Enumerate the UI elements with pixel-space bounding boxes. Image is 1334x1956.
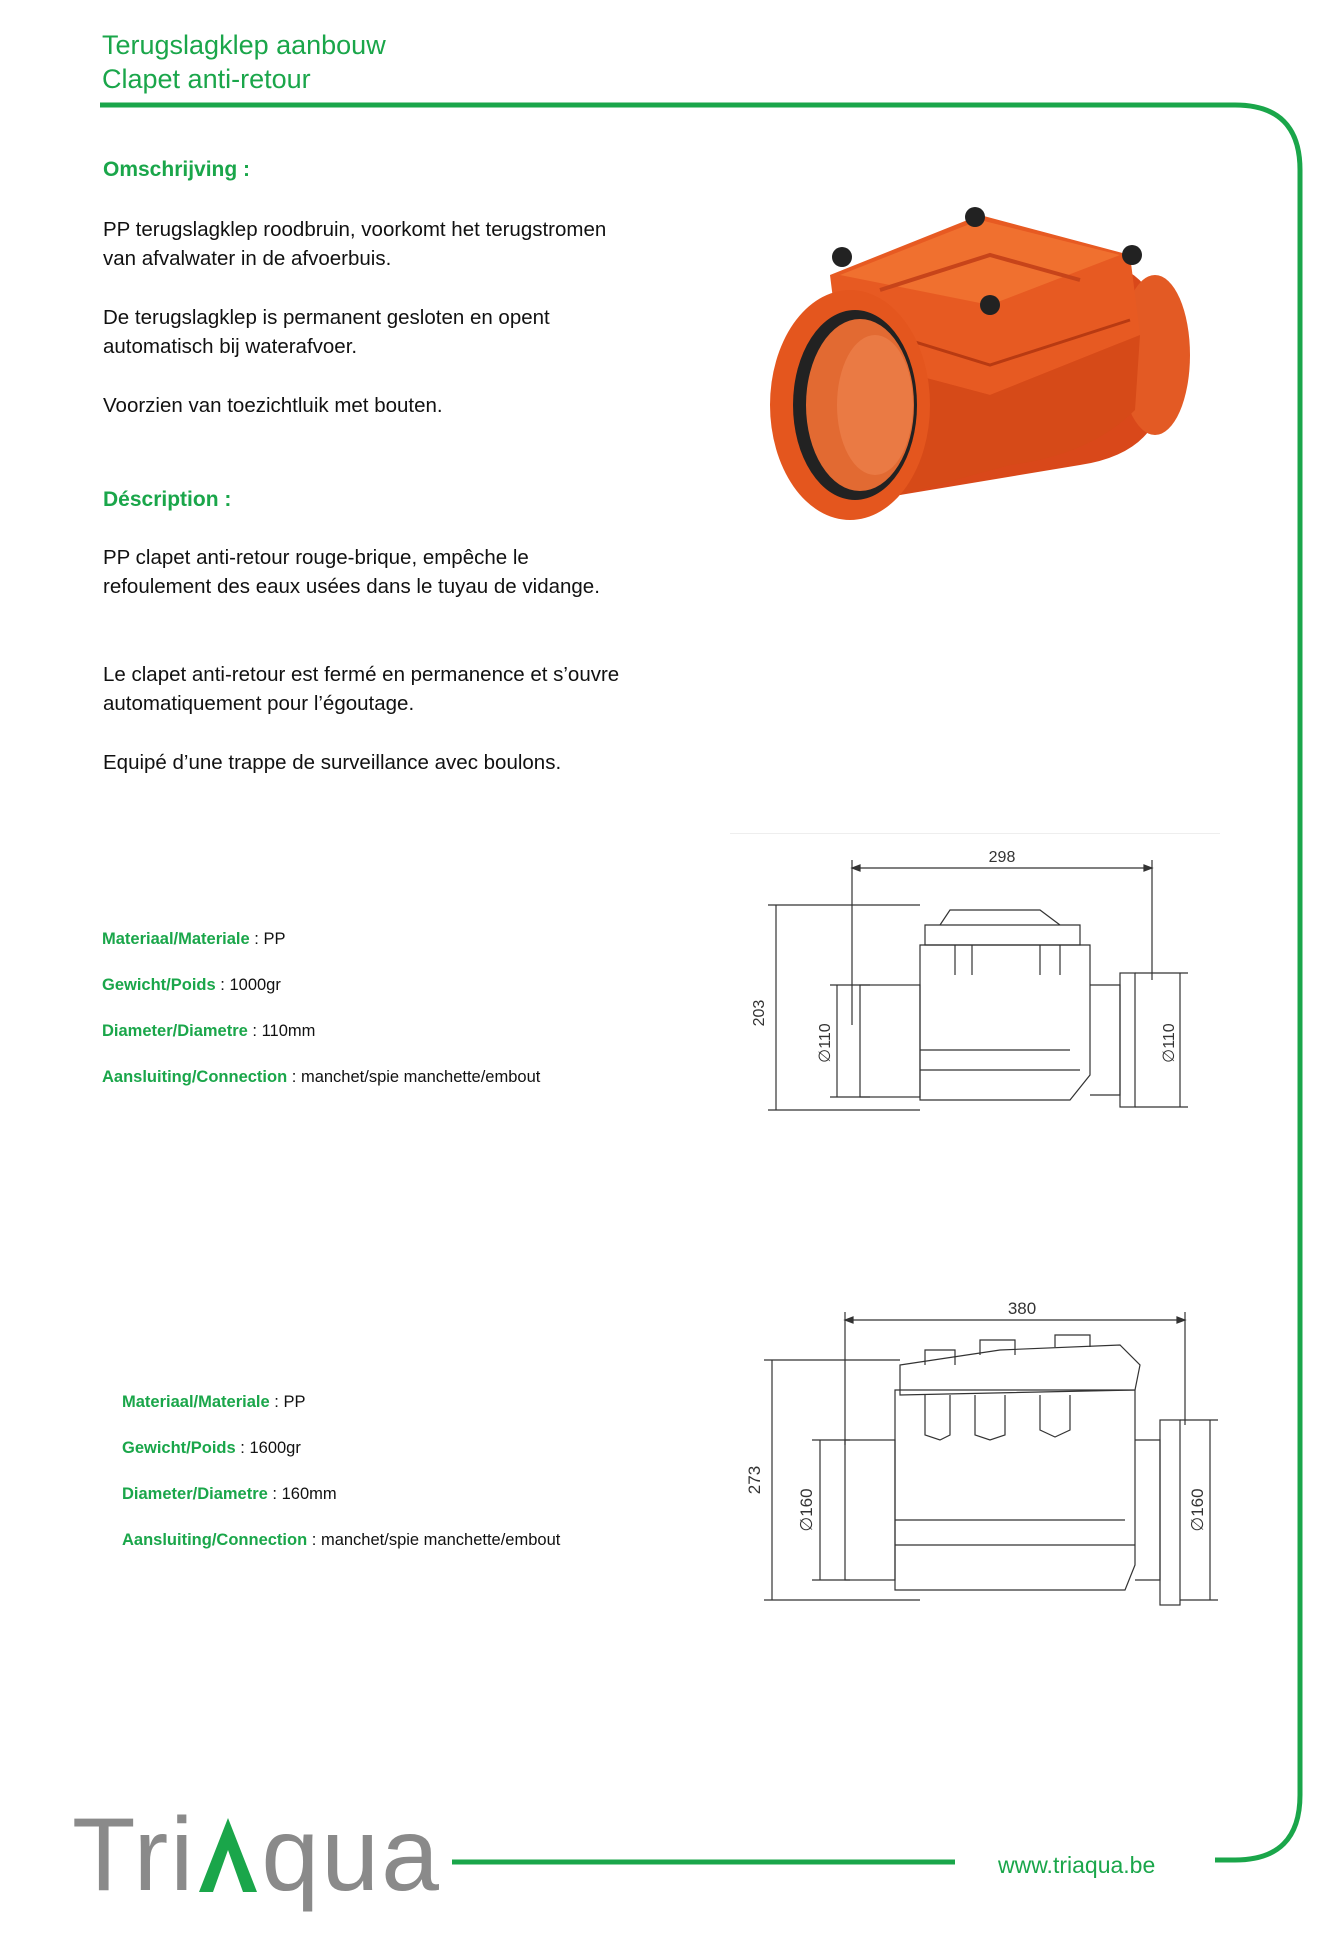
dimension-height: 203 xyxy=(751,999,768,1027)
divider xyxy=(730,833,1220,834)
triaqua-logo xyxy=(72,1796,441,1915)
spec-key: Diameter/Diametre xyxy=(122,1485,268,1503)
dutch-heading: Omschrijving : xyxy=(103,158,251,181)
spec-key: Gewicht/Poids xyxy=(122,1439,236,1457)
document-title xyxy=(102,28,386,96)
spec-value: manchet/spie manchette/embout xyxy=(320,1531,561,1549)
technical-drawing-110 xyxy=(740,845,1220,1120)
product-photo xyxy=(750,195,1190,575)
spec-key: Materiaal/Materiale xyxy=(102,930,250,948)
spec-row xyxy=(122,1531,560,1550)
spec-value: PP xyxy=(263,930,286,948)
spec-value: PP xyxy=(283,1393,306,1411)
dimension-diameter-right: ∅110 xyxy=(1161,1023,1178,1063)
spec-value: 1600gr xyxy=(249,1439,301,1457)
title-french: Clapet anti-retour xyxy=(102,64,311,94)
spec-sep: : xyxy=(272,1485,278,1503)
dimension-diameter-left: ∅110 xyxy=(817,1023,834,1063)
spec-value: 160mm xyxy=(281,1485,337,1503)
spec-row xyxy=(122,1393,305,1412)
dimension-diameter-right: ∅160 xyxy=(1188,1488,1207,1532)
french-heading: Déscription : xyxy=(103,488,232,511)
french-paragraph-3: Equipé d’une trappe de surveillance avec boulons. xyxy=(103,751,562,774)
website-url[interactable]: www.triaqua.be xyxy=(998,1852,1156,1878)
logo-text-tri: Tri xyxy=(72,1797,196,1913)
dutch-paragraph-2: De terugslagklep is permanent gesloten en opent automatisch bij waterafvoer. xyxy=(103,306,550,358)
triangle-a-icon xyxy=(195,1814,261,1894)
spec-row xyxy=(122,1439,301,1458)
spec-sep: : xyxy=(291,1068,297,1086)
spec-sep: : xyxy=(311,1531,317,1549)
french-paragraph-1: PP clapet anti-retour rouge-brique, empêche le refoulement des eaux usées dans le tuyau de vidange. xyxy=(103,546,600,598)
dimension-height: 273 xyxy=(745,1465,764,1495)
dimension-diameter-left: ∅160 xyxy=(797,1488,816,1532)
spec-value: manchet/spie manchette/embout xyxy=(300,1068,541,1086)
spec-sep: : xyxy=(254,930,259,948)
spec-sep: : xyxy=(274,1393,279,1411)
spec-row xyxy=(102,930,285,949)
dutch-paragraph-3: Voorzien van toezichtluik met bouten. xyxy=(103,394,443,417)
spec-row xyxy=(102,1022,315,1041)
dimension-width: 298 xyxy=(988,849,1016,866)
spec-row xyxy=(102,1068,540,1087)
spec-value: 110mm xyxy=(261,1022,316,1040)
spec-row xyxy=(102,976,281,995)
french-paragraph-2: Le clapet anti-retour est fermé en permanence et s’ouvre automatiquement pour l’égoutage. xyxy=(103,663,620,715)
title-dutch: Terugslagklep aanbouw xyxy=(102,30,386,60)
technical-drawing-160 xyxy=(740,1295,1230,1615)
spec-key: Aansluiting/Connection xyxy=(102,1068,288,1086)
spec-sep: : xyxy=(220,976,225,994)
spec-key: Aansluiting/Connection xyxy=(122,1531,308,1549)
spec-key: Materiaal/Materiale xyxy=(122,1393,270,1411)
spec-sep: : xyxy=(252,1022,258,1040)
dutch-paragraph-1: PP terugslagklep roodbruin, voorkomt het terugstromen van afvalwater in de afvoerbuis. xyxy=(103,218,607,270)
logo-text-qua: qua xyxy=(261,1797,441,1913)
spec-sep: : xyxy=(240,1439,245,1457)
spec-key: Gewicht/Poids xyxy=(102,976,216,994)
spec-row xyxy=(122,1485,337,1504)
dimension-width: 380 xyxy=(1007,1299,1037,1318)
spec-value: 1000gr xyxy=(229,976,281,994)
spec-key: Diameter/Diametre xyxy=(102,1022,248,1040)
